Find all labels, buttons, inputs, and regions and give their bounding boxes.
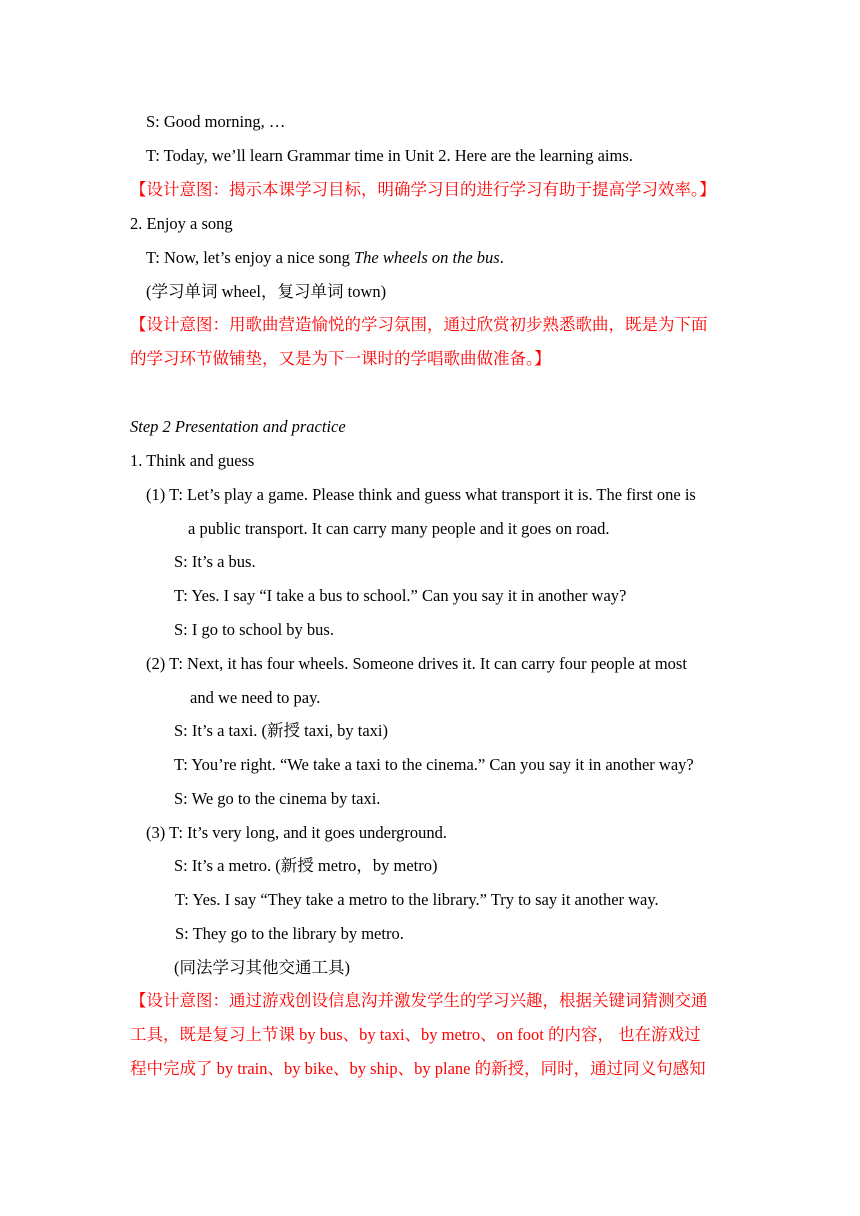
dialogue-line: S: It’s a metro. (新授 metro，by metro) <box>174 856 438 875</box>
dialogue-line: T: Yes. I say “They take a metro to the library.” Try to say it another way. <box>175 890 659 909</box>
dialogue-line: a public transport. It can carry many people and it goes on road. <box>188 519 610 538</box>
dialogue-text: . <box>499 248 504 267</box>
dialogue-line: T: You’re right. “We take a taxi to the cinema.” Can you say it in another way? <box>174 755 694 774</box>
dialogue-line: T: Yes. I say “I take a bus to school.” Can you say it in another way? <box>174 586 627 605</box>
dialogue-line: S: Good morning, … <box>146 112 286 131</box>
dialogue-line: S: I go to school by bus. <box>174 620 334 639</box>
design-intent-note: 的学习环节做铺垫，又是为下一课时的学唱歌曲做准备。】 <box>130 349 551 368</box>
dialogue-line: S: They go to the library by metro. <box>175 924 404 943</box>
design-intent-note: 【设计意图：用歌曲营造愉悦的学习氛围，通过欣赏初步熟悉歌曲，既是为下面 <box>130 315 708 334</box>
step-heading: Step 2 Presentation and practice <box>130 417 346 436</box>
note-line: (同法学习其他交通工具) <box>174 958 350 977</box>
note-line: (学习单词 wheel，复习单词 town) <box>146 282 387 301</box>
dialogue-line: T: Today, we’ll learn Grammar time in Unit 2. Here are the learning aims. <box>146 146 633 165</box>
dialogue-line: and we need to pay. <box>190 688 321 707</box>
song-title: The wheels on the bus <box>353 248 500 267</box>
design-intent-note: 【设计意图：通过游戏创设信息沟并激发学生的学习兴趣，根据关键词猜测交通 <box>130 991 708 1010</box>
dialogue-line: S: It’s a taxi. (新授 taxi, by taxi) <box>174 721 389 740</box>
design-intent-note: 程中完成了 by train、by bike、by ship、by plane 的新授，同时，通过同义句感知 <box>130 1059 706 1078</box>
dialogue-text: T: Now, let’s enjoy a nice song <box>146 248 354 267</box>
design-intent-note: 工具，既是复习上节课 by bus、by taxi、by metro、on foot 的内容， 也在游戏过 <box>130 1025 701 1044</box>
dialogue-line: (2) T: Next, it has four wheels. Someone drives it. It can carry four people at most <box>146 654 687 673</box>
dialogue-line: (1) T: Let’s play a game. Please think and guess what transport it is. The first one is <box>146 485 696 504</box>
design-intent-note: 【设计意图：揭示本课学习目标，明确学习目的进行学习有助于提高学习效率。】 <box>130 180 716 199</box>
dialogue-line: (3) T: It’s very long, and it goes underground. <box>146 823 448 842</box>
section-heading: 1. Think and guess <box>130 451 255 470</box>
dialogue-line: S: We go to the cinema by taxi. <box>174 789 381 808</box>
dialogue-line: S: It’s a bus. <box>174 552 256 571</box>
dialogue-line <box>146 246 504 270</box>
section-heading: 2. Enjoy a song <box>130 214 233 233</box>
